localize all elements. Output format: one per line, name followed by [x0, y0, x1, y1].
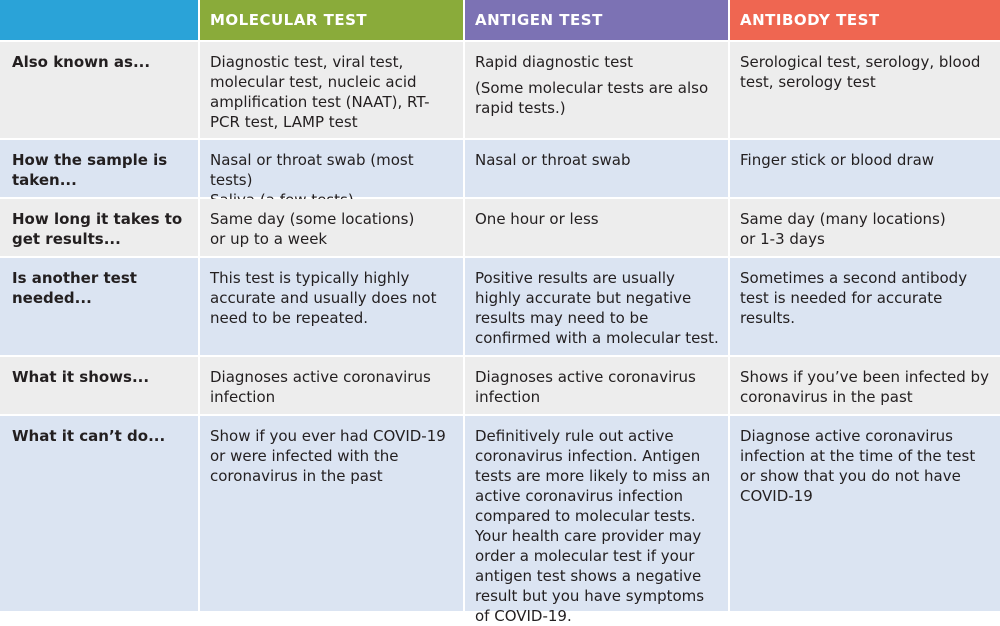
antigen-also-known-as-note: (Some molecular tests are also rapid tests.): [475, 79, 709, 117]
cell-molecular-sample-taken: [200, 140, 465, 199]
cell-antibody-time-to-results: [730, 199, 1000, 258]
antibody-time-line-1: Same day (many locations): [740, 210, 946, 228]
cell-antibody-what-it-shows: Shows if you’ve been infected by coronavirus in the past: [730, 357, 1000, 416]
row-label-what-it-shows: What it shows...: [0, 357, 200, 416]
header-antigen-test: ANTIGEN TEST: [465, 0, 730, 42]
header-molecular-test: MOLECULAR TEST: [200, 0, 465, 42]
cell-antibody-sample-taken: Finger stick or blood draw: [730, 140, 1000, 199]
antibody-time-line-2: or 1-3 days: [740, 230, 825, 248]
molecular-sample-line-1: Nasal or throat swab (most tests): [210, 151, 414, 189]
header-blank-cell: [0, 0, 200, 42]
cell-antibody-also-known-as: Serological test, serology, blood test, serology test: [730, 42, 1000, 140]
cell-molecular-another-test: This test is typically highly accurate and usually does not need to be repeated.: [200, 258, 465, 357]
cell-molecular-also-known-as: Diagnostic test, viral test, molecular test, nucleic acid amplification test (NAAT), RT-PCR test, LAMP test: [200, 42, 465, 140]
row-label-sample-taken: How the sample is taken...: [0, 140, 200, 199]
cell-antigen-also-known-as: [465, 42, 730, 140]
cell-molecular-time-to-results: [200, 199, 465, 258]
cell-antigen-time-to-results: One hour or less: [465, 199, 730, 258]
cell-antibody-another-test: Sometimes a second antibody test is needed for accurate results.: [730, 258, 1000, 357]
cell-antigen-what-it-shows: Diagnoses active coronavirus infection: [465, 357, 730, 416]
row-label-what-it-cant-do: What it can’t do...: [0, 416, 200, 613]
molecular-time-line-1: Same day (some locations): [210, 210, 415, 228]
cell-molecular-cant-do: Show if you ever had COVID-19 or were infected with the coronavirus in the past: [200, 416, 465, 613]
row-label-time-to-results: How long it takes to get results...: [0, 199, 200, 258]
molecular-time-line-2: or up to a week: [210, 230, 328, 248]
cell-antigen-another-test: Positive results are usually highly accurate but negative results may need to be confirmed with a molecular test.: [465, 258, 730, 357]
cell-molecular-what-it-shows: Diagnoses active coronavirus infection: [200, 357, 465, 416]
cell-antibody-cant-do: Diagnose active coronavirus infection at the time of the test or show that you do not have COVID-19: [730, 416, 1000, 613]
row-label-another-test-needed: Is another test needed...: [0, 258, 200, 357]
row-label-also-known-as: Also known as...: [0, 42, 200, 140]
antigen-also-known-as-text: Rapid diagnostic test: [475, 53, 634, 71]
header-antibody-test: ANTIBODY TEST: [730, 0, 1000, 42]
cell-antigen-sample-taken: Nasal or throat swab: [465, 140, 730, 199]
cell-antigen-cant-do: Definitively rule out active coronavirus infection. Antigen tests are more likely to miss an active coronavirus infection compared to molecular tests. Your health care provider may order a molecular test if your antigen test shows a negative result but you have symptoms of COVID-19.: [465, 416, 730, 613]
